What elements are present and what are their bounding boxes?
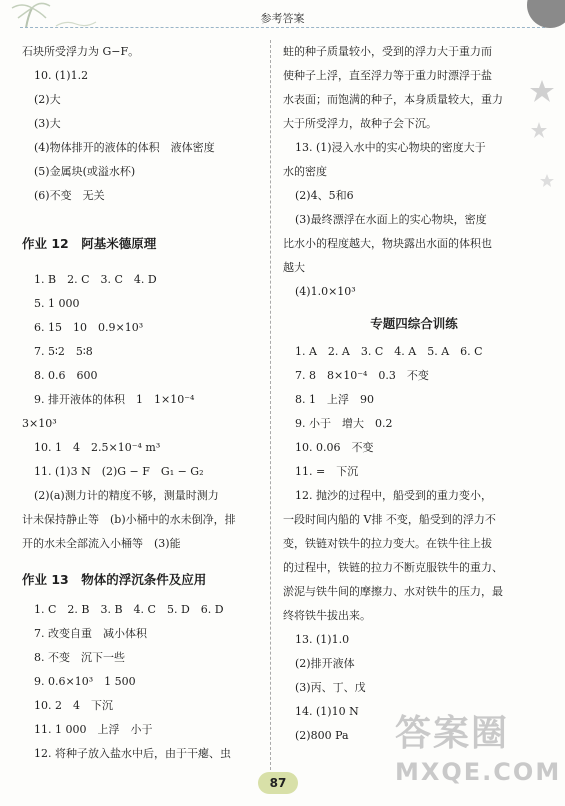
answer-line: 10. 2 4 下沉 (34, 699, 113, 712)
answer-line: 10. 1 4 2.5×10⁻⁴ m³ (34, 441, 161, 454)
answer-line: 1. C 2. B 3. B 4. C 5. D 6. D (34, 603, 224, 616)
answer-line: 一段时间内船的 V排 不变，船受到的浮力不 (283, 513, 496, 526)
answer-line: 8. 1 上浮 90 (295, 393, 374, 406)
answer-line: 8. 不变 沉下一些 (34, 651, 125, 664)
spacer (22, 556, 272, 568)
answer-line: 13. (1)1.0 (295, 633, 350, 646)
answer-line: 终将铁牛拔出来。 (283, 609, 371, 622)
answer-line: 石块所受浮力为 G−F。 (22, 45, 140, 58)
answer-line: 6. 15 10 0.9×10³ (34, 321, 144, 334)
answer-line: 9. 排开液体的体积 1 1×10⁻⁴ (34, 393, 195, 406)
answer-line: (4)物体排开的液体的体积 液体密度 (34, 141, 215, 154)
answer-line: 淤泥与铁牛间的摩擦力、水对铁牛的压力，最 (283, 585, 503, 598)
left-column (22, 40, 272, 766)
answer-line: 使种子上浮，直至浮力等于重力时漂浮于盐 (283, 69, 492, 82)
answer-line: 变，铁链对铁牛的拉力变大。在铁牛往上拔 (283, 537, 492, 550)
watermark-text: 答案圈 (395, 713, 510, 754)
answer-line: 计未保持静止等 (b)小桶中的水未倒净，排 (22, 513, 236, 526)
answer-line: 11. = 下沉 (295, 465, 359, 478)
answer-line: 11. (1)3 N (2)G − F G₁ − G₂ (34, 465, 204, 478)
answer-line: 14. (1)10 N (295, 705, 359, 718)
answer-line: 13. (1)浸入水中的实心物块的密度大于 (295, 141, 486, 154)
answer-line: (2)(a)测力计的精度不够，测量时测力 (34, 489, 219, 502)
answer-line: 水的密度 (283, 165, 327, 178)
right-column (283, 40, 545, 748)
answer-line: (6)不变 无关 (34, 189, 105, 202)
answer-line: 大于所受浮力，故种子会下沉。 (283, 117, 437, 130)
answer-line: 5. 1 000 (34, 297, 80, 310)
answer-line: 9. 小于 增大 0.2 (295, 417, 393, 430)
answer-line: 11. 1 000 上浮 小于 (34, 723, 153, 736)
section-heading-13: 作业 13 物体的浮沉条件及应用 (22, 572, 207, 587)
answer-line: (3)丙、丁、戊 (295, 681, 366, 694)
answer-line: 的过程中，铁链的拉力不断克服铁牛的重力、 (283, 561, 503, 574)
spacer (22, 208, 272, 232)
answer-line: (4)1.0×10³ (295, 285, 356, 298)
section-heading-12: 作业 12 阿基米德原理 (22, 236, 157, 251)
answer-line: 1. B 2. C 3. C 4. D (34, 273, 157, 286)
answer-line: 9. 0.6×10³ 1 500 (34, 675, 136, 688)
answer-line: 10. 0.06 不变 (295, 441, 374, 454)
spacer (283, 304, 545, 312)
answer-line: (2)4、5和6 (295, 189, 354, 202)
answer-line: 3×10³ (22, 417, 57, 430)
answer-line: 7. 5∶2 5∶8 (34, 345, 93, 358)
answer-line: 水表面；而饱满的种子，本身质量较大，重力 (283, 93, 503, 106)
answer-line: 7. 改变自重 减小体积 (34, 627, 147, 640)
answer-line: (3)最终漂浮在水面上的实心物块，密度 (295, 213, 487, 226)
answer-line: 1. A 2. A 3. C 4. A 5. A 6. C (295, 345, 483, 358)
header-divider (20, 27, 545, 28)
watermark-url: MXQE.COM (395, 758, 562, 786)
answer-line: 8. 0.6 600 (34, 369, 98, 382)
answer-line: 蛀的种子质量较小，受到的浮力大于重力而 (283, 45, 492, 58)
answer-line: (2)排开液体 (295, 657, 355, 670)
header-title: 参考答案 (260, 12, 305, 25)
answer-line: 7. 8 8×10⁻⁴ 0.3 不变 (295, 369, 429, 382)
spacer (22, 256, 272, 268)
answer-line: (2)大 (34, 93, 61, 106)
answer-line: 10. (1)1.2 (34, 69, 89, 82)
answer-line: 12. 抛沙的过程中，船受到的重力变小， (295, 489, 492, 502)
answer-line: (3)大 (34, 117, 61, 130)
answer-line: (5)金属块(或溢水杯) (34, 165, 136, 178)
page-header (0, 0, 565, 34)
answer-line: 越大 (283, 261, 305, 274)
answer-line: (2)800 Pa (295, 729, 349, 742)
answer-line: 比水小的程度越大，物块露出水面的体积也 (283, 237, 492, 250)
answer-line: 12. 将种子放入盐水中后，由于干瘪、虫 (34, 747, 231, 760)
page-number: 87 (258, 772, 298, 794)
section-heading-4: 专题四综合训练 (370, 316, 458, 331)
watermark (395, 712, 562, 798)
answer-line: 开的水未全部流入小桶等 (3)能 (22, 537, 181, 550)
